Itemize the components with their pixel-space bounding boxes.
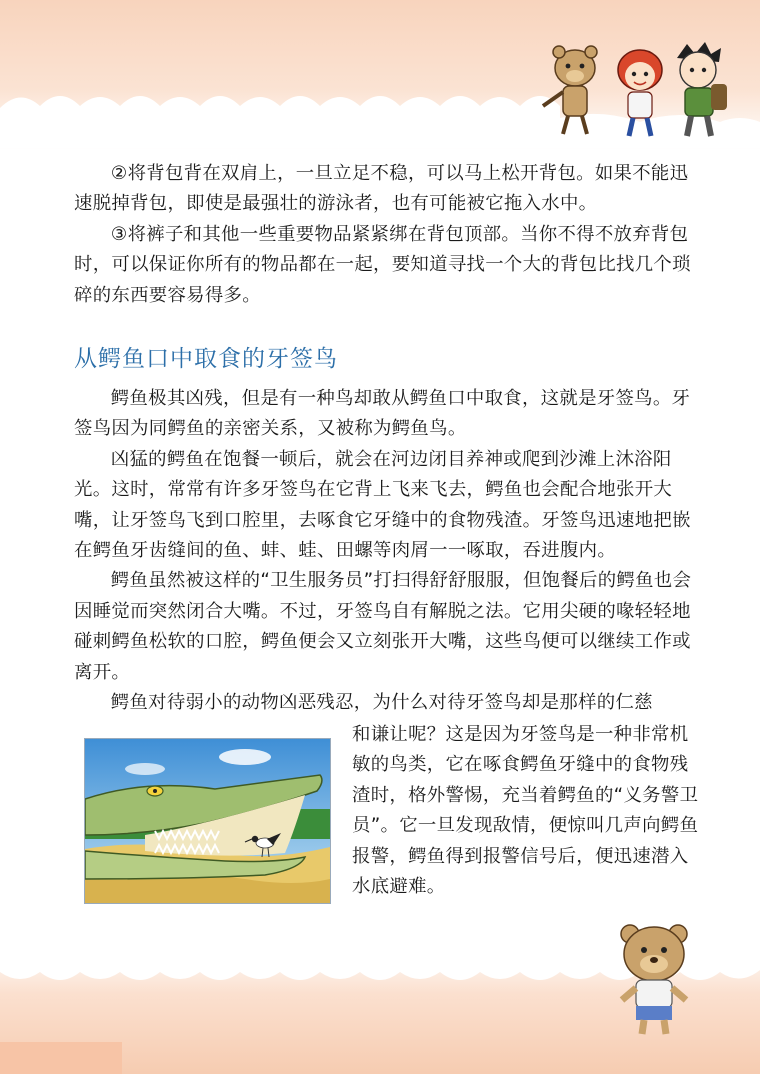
body-paragraph: 鳄鱼虽然被这样的“卫生服务员”打扫得舒舒服服，但饱餐后的鳄鱼也会因睡觉而突然闭合大嘴。不过，牙签鸟自有解脱之法。它用尖硬的喙轻轻地碰刺鳄鱼松软的口腔，鳄鱼便会又立刻张开大嘴，这些鸟便可以继续工作或离开。 <box>74 570 692 683</box>
intro-paragraph-3: ③将裤子和其他一些重要物品紧紧绑在背包顶部。当你不得不放弃背包时，可以保证你所有的物品都在一起，要知道寻找一个大的背包比找几个琐碎的东西要容易得多。 <box>74 223 691 306</box>
wrapped-text-beside-image <box>352 720 704 902</box>
text-line: 渣时，格外警惕，充当着鳄鱼的“义务警卫 <box>352 784 699 806</box>
text-line: 水底避难。 <box>352 876 446 898</box>
section-title: 从鳄鱼口中取食的牙签鸟 <box>74 346 338 372</box>
text-line: 员”。它一旦发现敌情，便惊叫几声向鳄鱼 <box>352 815 699 837</box>
page-corner-tab <box>0 1042 122 1074</box>
body-text <box>74 384 700 718</box>
intro-paragraph-2: ②将背包背在双肩上，一旦立足不稳，可以马上松开背包。如果不能迅速脱掉背包，即使是最强壮的游泳者，也有可能被它拖入水中。 <box>74 163 689 215</box>
body-paragraph: 鳄鱼对待弱小的动物凶恶残忍，为什么对待牙签鸟却是那样的仁慈 <box>110 692 653 714</box>
body-paragraph: 凶猛的鳄鱼在饱餐一顿后，就会在河边闭目养神或爬到沙滩上沐浴阳光。这时，常常有许多牙签鸟在它背上飞来飞去，鳄鱼也会配合地张开大嘴，让牙签鸟飞到口腔里，去啄食它牙缝中的食物残渣。牙签鸟迅速地把嵌在鳄鱼牙齿缝间的鱼、蚌、蛙、田螺等肉屑一一啄取，吞进腹内。 <box>74 448 691 562</box>
text-line: 和谦让呢？这是因为牙签鸟是一种非常机 <box>352 724 689 745</box>
text-line: 敏的鸟类，它在啄食鳄鱼牙缝中的食物残 <box>352 754 689 776</box>
body-paragraph: 鳄鱼极其凶残，但是有一种鸟却敢从鳄鱼口中取食，这就是牙签鸟。牙签鸟因为同鳄鱼的亲密关系，又被称为鳄鱼鸟。 <box>74 388 691 440</box>
cartoon-characters-illustration <box>535 40 740 140</box>
intro-text <box>74 159 700 311</box>
crocodile-illustration <box>84 738 331 904</box>
text-line: 报警，鳄鱼得到报警信号后，便迅速潜入 <box>352 845 689 867</box>
crocodile-and-bird-picture <box>85 739 330 903</box>
cartoon-bear-illustration <box>608 918 708 1038</box>
